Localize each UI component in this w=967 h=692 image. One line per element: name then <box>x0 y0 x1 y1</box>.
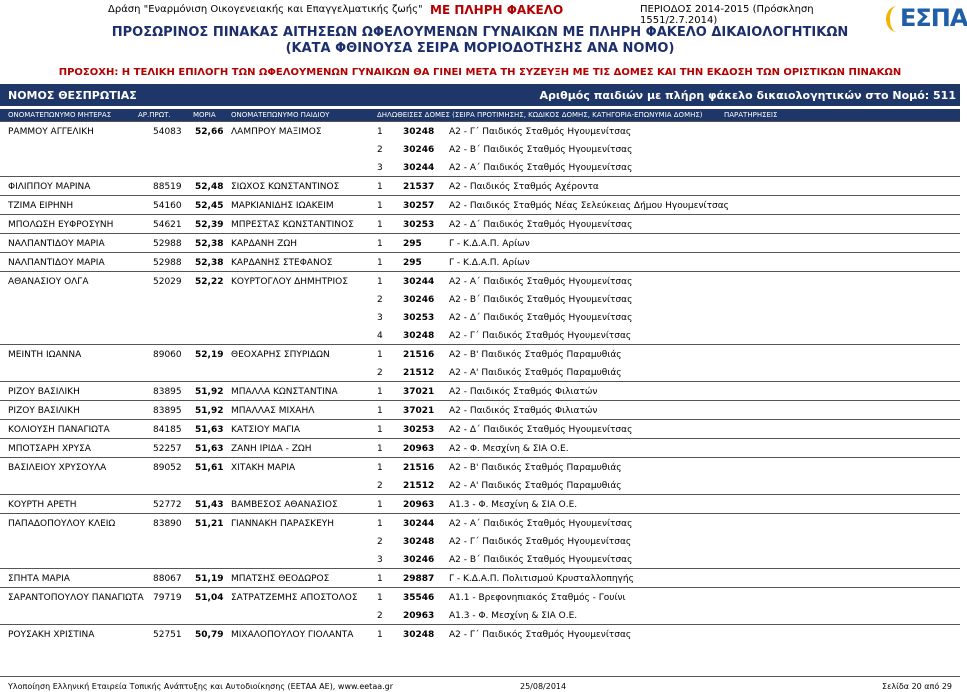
cell-code: 37021 <box>403 406 435 416</box>
cell-score: 51,61 <box>195 463 224 473</box>
header-line <box>0 3 880 26</box>
table-row <box>0 513 960 532</box>
cell-child: ΖΑΝΗ ΙΡΙΔΑ - ΖΩΗ <box>231 444 312 454</box>
col-mother: ΟΝΟΜΑΤΕΠΩΝΥΜΟ ΜΗΤΕΡΑΣ <box>8 111 112 119</box>
cell-priority: 1 <box>377 182 383 192</box>
table-body <box>0 121 960 643</box>
cell-child: ΜΑΡΚΙΑΝΙΔΗΣ ΙΩΑΚΕΙΜ <box>231 201 334 211</box>
cell-priority: 1 <box>377 574 383 584</box>
cell-code: 30246 <box>403 555 435 565</box>
page-title: ΠΡΟΣΩΡΙΝΟΣ ΠΙΝΑΚΑΣ ΑΙΤΗΣΕΩΝ ΩΦΕΛΟΥΜΕΝΩΝ ΓΥΝΑΙΚΩΝ ΜΕ ΠΛΗΡΗ ΦΑΚΕΛΟ ΔΙΚΑΙΟΛΟΓΗΤΙΚΩΝ <box>111 25 849 40</box>
table-row <box>0 476 960 494</box>
table-row <box>0 624 960 643</box>
cell-structure: Α2 - Παιδικός Σταθμός Φιλιατών <box>449 406 598 416</box>
cell-code: 30244 <box>403 519 435 529</box>
col-score: ΜΟΡΙΑ <box>193 111 216 119</box>
cell-mother: ΡΑΜΜΟΥ ΑΓΓΕΛΙΚΗ <box>8 127 94 137</box>
cell-priority: 1 <box>377 387 383 397</box>
cell-structure: Α2 - Δ΄ Παιδικός Σταθμός Ηγουμενίτσας <box>449 220 633 230</box>
table-row <box>0 494 960 513</box>
cell-priority: 4 <box>377 331 383 341</box>
cell-structure: Α2 - Α΄ Παιδικός Σταθμός Ηγουμενίτσας <box>449 277 633 287</box>
cell-score: 51,92 <box>195 406 224 416</box>
cell-score: 52,38 <box>195 258 224 268</box>
cell-mother: ΒΑΣΙΛΕΙΟΥ ΧΡΥΣΟΥΛΑ <box>8 463 107 473</box>
cell-priority: 1 <box>377 463 383 473</box>
cell-priority: 1 <box>377 239 383 249</box>
cell-structure: Α2 - Α΄ Παιδικός Σταθμός Ηγουμενίτσας <box>449 163 633 173</box>
cell-score: 52,19 <box>195 350 224 360</box>
cell-code: 30248 <box>403 127 435 137</box>
cell-child: ΧΙΤΑΚΗ ΜΑΡΙΑ <box>231 463 296 473</box>
table-row <box>0 308 960 326</box>
table-row <box>0 158 960 176</box>
cell-score: 52,39 <box>195 220 224 230</box>
cell-priority: 1 <box>377 220 383 230</box>
cell-child: ΘΕΟΧΑΡΗΣ ΣΠΥΡΙΔΩΝ <box>231 350 330 360</box>
cell-child: ΚΑΤΣΙΟΥ ΜΑΓΙΑ <box>231 425 301 435</box>
cell-child: ΜΠΑΛΛΑΣ ΜΙΧΑΗΛ <box>231 406 315 416</box>
cell-structure: Α2 - Α' Παιδικός Σταθμός Παραμυθιάς <box>449 481 622 491</box>
table-row <box>0 195 960 214</box>
table-row <box>0 140 960 158</box>
cell-code: 30246 <box>403 145 435 155</box>
cell-priority: 1 <box>377 406 383 416</box>
cell-score: 51,21 <box>195 519 224 529</box>
cell-structure: Α2 - Δ΄ Παιδικός Σταθμός Ηγουμενίτσας <box>449 313 633 323</box>
cell-structure: Α1.3 - Φ. Μεσχίνη & ΣΙΑ Ο.Ε. <box>449 611 578 621</box>
table-row <box>0 550 960 568</box>
cell-am: 52029 <box>153 277 182 287</box>
cell-child: ΚΟΥΡΤΟΓΛΟΥ ΔΗΜΗΤΡΙΟΣ <box>231 277 348 287</box>
cell-score: 51,63 <box>195 444 224 454</box>
col-structures: ΔΗΛΩΘΕΙΣΕΣ ΔΟΜΕΣ (ΣΕΙΡΑ ΠΡΟΤΙΜΗΣΗΣ, ΚΩΔΙΚΟΣ ΔΟΜΗΣ, ΚΑΤΗΓΟΡΙΑ-ΕΠΩΝΥΜΙΑ ΔΟΜΗΣ) <box>377 111 703 119</box>
table-row <box>0 587 960 606</box>
cell-mother: ΡΙΖΟΥ ΒΑΣΙΛΙΚΗ <box>8 387 80 397</box>
cell-code: 20963 <box>403 444 435 454</box>
cell-structure: Α2 - Γ΄ Παιδικός Σταθμός Ηγουμενίτσας <box>449 331 632 341</box>
cell-structure: Α2 - Γ΄ Παιδικός Σταθμός Ηγουμενίτσας <box>449 630 632 640</box>
cell-code: 30244 <box>403 277 435 287</box>
cell-am: 84185 <box>153 425 182 435</box>
cell-structure: Α1.1 - Βρεφονηπιακός Σταθμός - Γουίνι <box>449 593 626 603</box>
cell-mother: ΚΟΛΙΟΥΣΗ ΠΑΝΑΓΙΩΤΑ <box>8 425 110 435</box>
cell-child: ΣΙΩΧΟΣ ΚΩΝΣΤΑΝΤΙΝΟΣ <box>231 182 340 192</box>
cell-code: 21512 <box>403 368 435 378</box>
cell-am: 79719 <box>153 593 182 603</box>
cell-mother: ΜΠΟΤΣΑΡΗ ΧΡΥΣΑ <box>8 444 91 454</box>
table-row <box>0 233 960 252</box>
cell-priority: 2 <box>377 145 383 155</box>
cell-child: ΒΑΜΒΕΣΟΣ ΑΘΑΝΑΣΙΟΣ <box>231 500 338 510</box>
cell-priority: 1 <box>377 201 383 211</box>
cell-score: 51,63 <box>195 425 224 435</box>
cell-structure: Α2 - Β΄ Παιδικός Σταθμός Ηγουμενίτσας <box>449 295 633 305</box>
cell-code: 30246 <box>403 295 435 305</box>
cell-am: 52751 <box>153 630 182 640</box>
cell-priority: 2 <box>377 611 383 621</box>
cell-structure: Γ - Κ.Δ.Α.Π. Αρίων <box>449 239 530 249</box>
cell-code: 30253 <box>403 313 435 323</box>
cell-score: 52,66 <box>195 127 224 137</box>
cell-code: 21537 <box>403 182 435 192</box>
cell-priority: 1 <box>377 258 383 268</box>
cell-code: 29887 <box>403 574 435 584</box>
cell-priority: 1 <box>377 500 383 510</box>
cell-structure: Α2 - Β΄ Παιδικός Σταθμός Ηγουμενίτσας <box>449 555 633 565</box>
cell-child: ΜΠΑΛΛΑ ΚΩΝΣΤΑΝΤΙΝΑ <box>231 387 338 397</box>
table-row <box>0 326 960 344</box>
cell-child: ΓΙΑΝΝΑΚΗ ΠΑΡΑΣΚΕΥΗ <box>231 519 335 529</box>
cell-structure: Α2 - Β' Παιδικός Σταθμός Παραμυθιάς <box>449 350 622 360</box>
cell-code: 30253 <box>403 425 435 435</box>
cell-am: 88519 <box>153 182 182 192</box>
cell-code: 30248 <box>403 331 435 341</box>
cell-code: 295 <box>403 258 422 268</box>
table-row <box>0 606 960 624</box>
cell-structure: Γ - Κ.Δ.Α.Π. Αρίων <box>449 258 530 268</box>
cell-am: 89060 <box>153 350 182 360</box>
table-row <box>0 419 960 438</box>
cell-am: 52988 <box>153 239 182 249</box>
cell-code: 35546 <box>403 593 435 603</box>
cell-priority: 1 <box>377 593 383 603</box>
cell-code: 30244 <box>403 163 435 173</box>
col-notes: ΠΑΡΑΤΗΡΗΣΕΙΣ <box>724 111 778 119</box>
cell-mother: ΚΟΥΡΤΗ ΑΡΕΤΗ <box>8 500 77 510</box>
cell-child: ΜΙΧΑΛΟΠΟΥΛΟΥ ΓΙΟΛΑΝΤΑ <box>231 630 354 640</box>
cell-mother: ΠΑΠΑΔΟΠΟΥΛΟΥ ΚΛΕΙΩ <box>8 519 116 529</box>
cell-code: 20963 <box>403 611 435 621</box>
cell-score: 51,92 <box>195 387 224 397</box>
footer-credit: Υλοποίηση Ελληνική Εταιρεία Τοπικής Ανάπτυξης και Αυτοδιοίκησης (ΕΕΤΑΑ ΑΕ), www.eetaa.gr <box>8 682 394 691</box>
table-row <box>0 457 960 476</box>
table-row <box>0 290 960 308</box>
cell-mother: ΡΟΥΣΑΚΗ ΧΡΙΣΤΙΝΑ <box>8 630 95 640</box>
cell-score: 51,43 <box>195 500 224 510</box>
cell-structure: Α2 - Γ΄ Παιδικός Σταθμός Ηγουμενίτσας <box>449 127 632 137</box>
cell-priority: 1 <box>377 350 383 360</box>
cell-child: ΚΑΡΔΑΝΗΣ ΣΤΕΦΑΝΟΣ <box>231 258 333 268</box>
footer <box>0 680 960 692</box>
cell-priority: 2 <box>377 295 383 305</box>
table-row <box>0 344 960 363</box>
cell-code: 295 <box>403 239 422 249</box>
table-row <box>0 568 960 587</box>
cell-mother: ΑΘΑΝΑΣΙΟΥ ΟΛΓΑ <box>8 277 89 287</box>
cell-code: 37021 <box>403 387 435 397</box>
cell-priority: 1 <box>377 277 383 287</box>
cell-code: 30248 <box>403 630 435 640</box>
cell-am: 83895 <box>153 406 182 416</box>
cell-score: 51,04 <box>195 593 224 603</box>
cell-am: 83895 <box>153 387 182 397</box>
col-am: ΑΡ.ΠΡΩΤ. <box>138 111 171 119</box>
period-label: ΠΕΡΙΟΔΟΣ 2014-2015 (Πρόσκληση 1551/2.7.2014) <box>640 4 814 26</box>
folder-status: ΜΕ ΠΛΗΡΗ ΦΑΚΕΛΟ <box>430 3 564 17</box>
cell-mother: ΜΠΟΛΩΣΗ ΕΥΦΡΟΣΥΝΗ <box>8 220 114 230</box>
cell-structure: Α1.3 - Φ. Μεσχίνη & ΣΙΑ Ο.Ε. <box>449 500 578 510</box>
page-subtitle: (ΚΑΤΑ ΦΘΙΝΟΥΣΑ ΣΕΙΡΑ ΜΟΡΙΟΔΟΤΗΣΗΣ ΑΝΑ ΝΟΜΟ) <box>285 41 675 56</box>
region-bar <box>0 84 960 106</box>
table-row <box>0 400 960 419</box>
cell-priority: 2 <box>377 537 383 547</box>
cell-structure: Α2 - Α' Παιδικός Σταθμός Παραμυθιάς <box>449 368 622 378</box>
cell-code: 30257 <box>403 201 435 211</box>
cell-mother: ΝΑΛΠΑΝΤΙΔΟΥ ΜΑΡΙΑ <box>8 258 105 268</box>
table-row <box>0 532 960 550</box>
cell-structure: Α2 - Φ. Μεσχίνη & ΣΙΑ Ο.Ε. <box>449 444 569 454</box>
cell-structure: Α2 - Δ΄ Παιδικός Σταθμός Ηγουμενίτσας <box>449 425 633 435</box>
cell-priority: 3 <box>377 163 383 173</box>
cell-priority: 1 <box>377 127 383 137</box>
cell-priority: 1 <box>377 444 383 454</box>
table-row <box>0 121 960 140</box>
cell-code: 21516 <box>403 463 435 473</box>
col-child: ΟΝΟΜΑΤΕΠΩΝΥΜΟ ΠΑΙΔΙΟΥ <box>231 111 330 119</box>
cell-child: ΜΠΑΤΣΗΣ ΘΕΟΔΩΡΟΣ <box>231 574 330 584</box>
cell-code: 21512 <box>403 481 435 491</box>
cell-mother: ΣΠΗΤΑ ΜΑΡΙΑ <box>8 574 70 584</box>
cell-child: ΜΠΡΕΣΤΑΣ ΚΩΝΣΤΑΝΤΙΝΟΣ <box>231 220 354 230</box>
cell-structure: Α2 - Παιδικός Σταθμός Φιλιατών <box>449 387 598 397</box>
cell-score: 50,79 <box>195 630 224 640</box>
cell-mother: ΝΑΛΠΑΝΤΙΔΟΥ ΜΑΡΙΑ <box>8 239 105 249</box>
cell-priority: 3 <box>377 555 383 565</box>
cell-child: ΚΑΡΔΑΝΗ ΖΩΗ <box>231 239 297 249</box>
cell-am: 83890 <box>153 519 182 529</box>
footer-page: Σελίδα 20 από 29 <box>882 682 952 691</box>
cell-mother: ΦΙΛΙΠΠΟΥ ΜΑΡΙΝΑ <box>8 182 91 192</box>
footer-date: 25/08/2014 <box>520 682 567 691</box>
table-row <box>0 363 960 381</box>
cell-code: 30253 <box>403 220 435 230</box>
region-count: Αριθμός παιδιών με πλήρη φάκελο δικαιολογητικών στο Νομό: 511 <box>539 89 956 102</box>
cell-am: 88067 <box>153 574 182 584</box>
table-row <box>0 381 960 400</box>
cell-priority: 3 <box>377 313 383 323</box>
cell-am: 52257 <box>153 444 182 454</box>
logo-text: ΕΣΠΑ <box>900 4 967 32</box>
warning-note: ΠΡΟΣΟΧΗ: Η ΤΕΛΙΚΗ ΕΠΙΛΟΓΗ ΤΩΝ ΩΦΕΛΟΥΜΕΝΩΝ ΓΥΝΑΙΚΩΝ ΘΑ ΓΙΝΕΙ ΜΕΤΑ ΤΗ ΣΥΖΕΥΞΗ ΜΕ ΤΙΣ ΔΟΜΕΣ ΚΑΙ ΤΗΝ ΕΚΔΟΣΗ ΤΩΝ ΟΡΙΣΤΙΚΩΝ ΠΙΝΑΚΩΝ <box>58 67 902 78</box>
cell-mother: ΣΑΡΑΝΤΟΠΟΥΛΟΥ ΠΑΝΑΓΙΩΤΑ <box>8 593 144 603</box>
cell-code: 20963 <box>403 500 435 510</box>
footer-divider <box>0 676 960 677</box>
cell-am: 54160 <box>153 201 182 211</box>
cell-score: 51,19 <box>195 574 224 584</box>
cell-priority: 1 <box>377 630 383 640</box>
table-row <box>0 438 960 457</box>
cell-priority: 2 <box>377 368 383 378</box>
table-header <box>0 109 960 121</box>
cell-mother: ΡΙΖΟΥ ΒΑΣΙΛΙΚΗ <box>8 406 80 416</box>
cell-mother: ΤΖΙΜΑ ΕΙΡΗΝΗ <box>8 201 74 211</box>
cell-mother: ΜΕΙΝΤΗ ΙΩΑΝΝΑ <box>8 350 82 360</box>
cell-am: 89052 <box>153 463 182 473</box>
cell-priority: 1 <box>377 425 383 435</box>
cell-code: 30248 <box>403 537 435 547</box>
table-row <box>0 252 960 271</box>
cell-score: 52,22 <box>195 277 224 287</box>
table-row <box>0 271 960 290</box>
table-row <box>0 176 960 195</box>
cell-priority: 1 <box>377 519 383 529</box>
cell-am: 54083 <box>153 127 182 137</box>
table-row <box>0 214 960 233</box>
cell-priority: 2 <box>377 481 383 491</box>
cell-score: 52,48 <box>195 182 224 192</box>
cell-structure: Α2 - Β' Παιδικός Σταθμός Παραμυθιάς <box>449 463 622 473</box>
cell-structure: Α2 - Β΄ Παιδικός Σταθμός Ηγουμενίτσας <box>449 145 633 155</box>
cell-am: 52988 <box>153 258 182 268</box>
cell-score: 52,38 <box>195 239 224 249</box>
cell-code: 21516 <box>403 350 435 360</box>
cell-child: ΛΑΜΠΡΟΥ ΜΑΞΙΜΟΣ <box>231 127 322 137</box>
cell-structure: Γ - Κ.Δ.Α.Π. Πολιτισμού Κρυσταλλοπηγής <box>449 574 634 584</box>
cell-score: 52,45 <box>195 201 224 211</box>
program-title: Δράση "Εναρμόνιση Οικογενειακής και Επαγγελματικής ζωής" <box>108 4 423 15</box>
cell-structure: Α2 - Α΄ Παιδικός Σταθμός Ηγουμενίτσας <box>449 519 633 529</box>
cell-structure: Α2 - Παιδικός Σταθμός Νέας Σελεύκειας Δήμου Ηγουμενίτσας <box>449 201 729 211</box>
region-name: ΝΟΜΟΣ ΘΕΣΠΡΩΤΙΑΣ <box>8 89 137 102</box>
cell-am: 54621 <box>153 220 182 230</box>
cell-am: 52772 <box>153 500 182 510</box>
cell-child: ΣΑΤΡΑΤΖΕΜΗΣ ΑΠΟΣΤΟΛΟΣ <box>231 593 358 603</box>
cell-structure: Α2 - Γ΄ Παιδικός Σταθμός Ηγουμενίτσας <box>449 537 632 547</box>
cell-structure: Α2 - Παιδικός Σταθμός Αχέροντα <box>449 182 599 192</box>
